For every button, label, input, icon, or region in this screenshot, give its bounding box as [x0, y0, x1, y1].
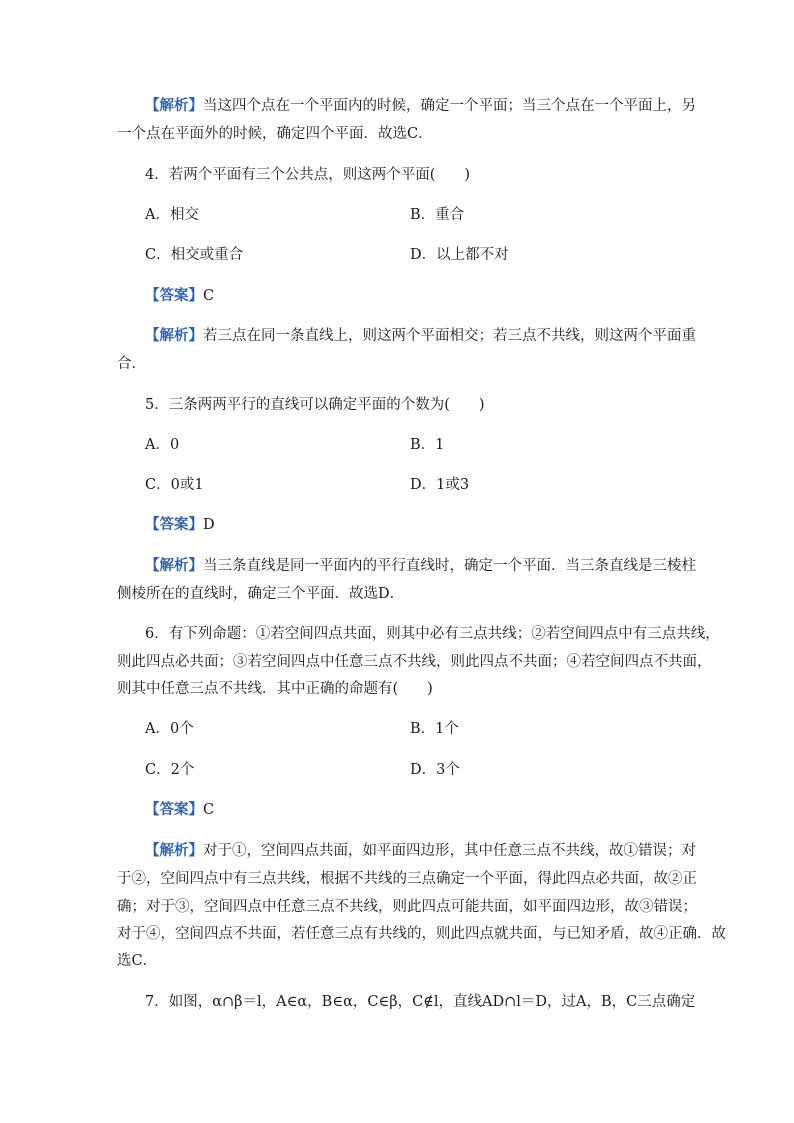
q4-stem: 4．若两个平面有三个公共点，则这两个平面( ) — [145, 167, 471, 183]
answer-tag: 【答案】 — [145, 516, 203, 533]
q6-option-b: B．1个 — [410, 721, 459, 737]
q6-stem-line-3: 则其中任意三点不共线．其中正确的命题有( ) — [117, 681, 433, 697]
q5-analysis-line-1: 【解析】当三条直线是同一平面内的平行直线时，确定一个平面．当三条直线是三棱柱 — [145, 557, 696, 574]
q6-option-d: D．3个 — [410, 762, 460, 778]
q4-option-b: B．重合 — [410, 207, 465, 223]
q6-option-c: C．2个 — [145, 762, 195, 778]
analysis-tag: 【解析】 — [145, 557, 203, 574]
q3-analysis-line-2: 一个点在平面外的时候，确定四个平面．故选C． — [117, 126, 433, 142]
q7-stem-line-1: 7．如图，α∩β＝l，A∈α，B∈α，C∈β，C∉l，直线AD∩l＝D，过A，B，C三点确定 — [145, 994, 696, 1010]
q3-analysis-line-1: 【解析】当这四个点在一个平面内的时候，确定一个平面；当三个点在一个平面上，另 — [145, 97, 696, 114]
q6-analysis-line-3: 确；对于③，空间四点中任意三点不共线，则此四点可能共面，如平面四边形，故③错误； — [117, 899, 697, 915]
q5-option-d: D．1或3 — [410, 477, 470, 493]
q5-analysis-line-2: 侧棱所在的直线时，确定三个平面．故选D． — [117, 586, 405, 602]
q4-analysis-line-1: 【解析】若三点在同一条直线上，则这两个平面相交；若三点不共线，则这两个平面重 — [145, 327, 696, 344]
q4-analysis-line-2: 合． — [117, 356, 146, 372]
q5-option-a: A．0 — [145, 437, 180, 453]
q4-answer: 【答案】C — [145, 287, 215, 304]
q6-stem-line-2: 则此四点必共面；③若空间四点中任意三点不共线，则此四点不共面；④若空间四点不共面， — [117, 654, 712, 670]
analysis-tag: 【解析】 — [145, 842, 203, 859]
q6-analysis-line-5: 选C． — [117, 953, 158, 969]
q5-stem: 5．三条两两平行的直线可以确定平面的个数为( ) — [145, 397, 485, 413]
q5-option-b: B．1 — [410, 437, 445, 453]
analysis-tag: 【解析】 — [145, 97, 203, 114]
q6-analysis-line-4: 对于④，空间四点不共面，若任意三点有共线的，则此四点就共面，与已知矛盾，故④正确．故 — [117, 926, 726, 942]
q6-analysis-line-1: 【解析】对于①，空间四点共面，如平面四边形，其中任意三点不共线，故①错误；对 — [145, 842, 696, 859]
q4-option-d: D．以上都不对 — [410, 247, 509, 263]
q6-analysis-line-2: 于②，空间四点中有三点共线，根据不共线的三点确定一个平面，得此四点必共面，故②正 — [117, 871, 697, 887]
q6-stem-line-1: 6．有下列命题：①若空间四点共面，则其中必有三点共线；②若空间四点中有三点共线， — [145, 626, 720, 642]
answer-tag: 【答案】 — [145, 287, 203, 304]
q5-option-c: C．0或1 — [145, 477, 204, 493]
q6-answer: 【答案】C — [145, 801, 215, 818]
answer-tag: 【答案】 — [145, 801, 203, 818]
analysis-tag: 【解析】 — [145, 327, 203, 344]
q6-option-a: A．0个 — [145, 721, 194, 737]
q5-answer: 【答案】D — [145, 516, 215, 533]
q4-option-a: A．相交 — [145, 207, 199, 223]
q4-option-c: C．相交或重合 — [145, 247, 244, 263]
